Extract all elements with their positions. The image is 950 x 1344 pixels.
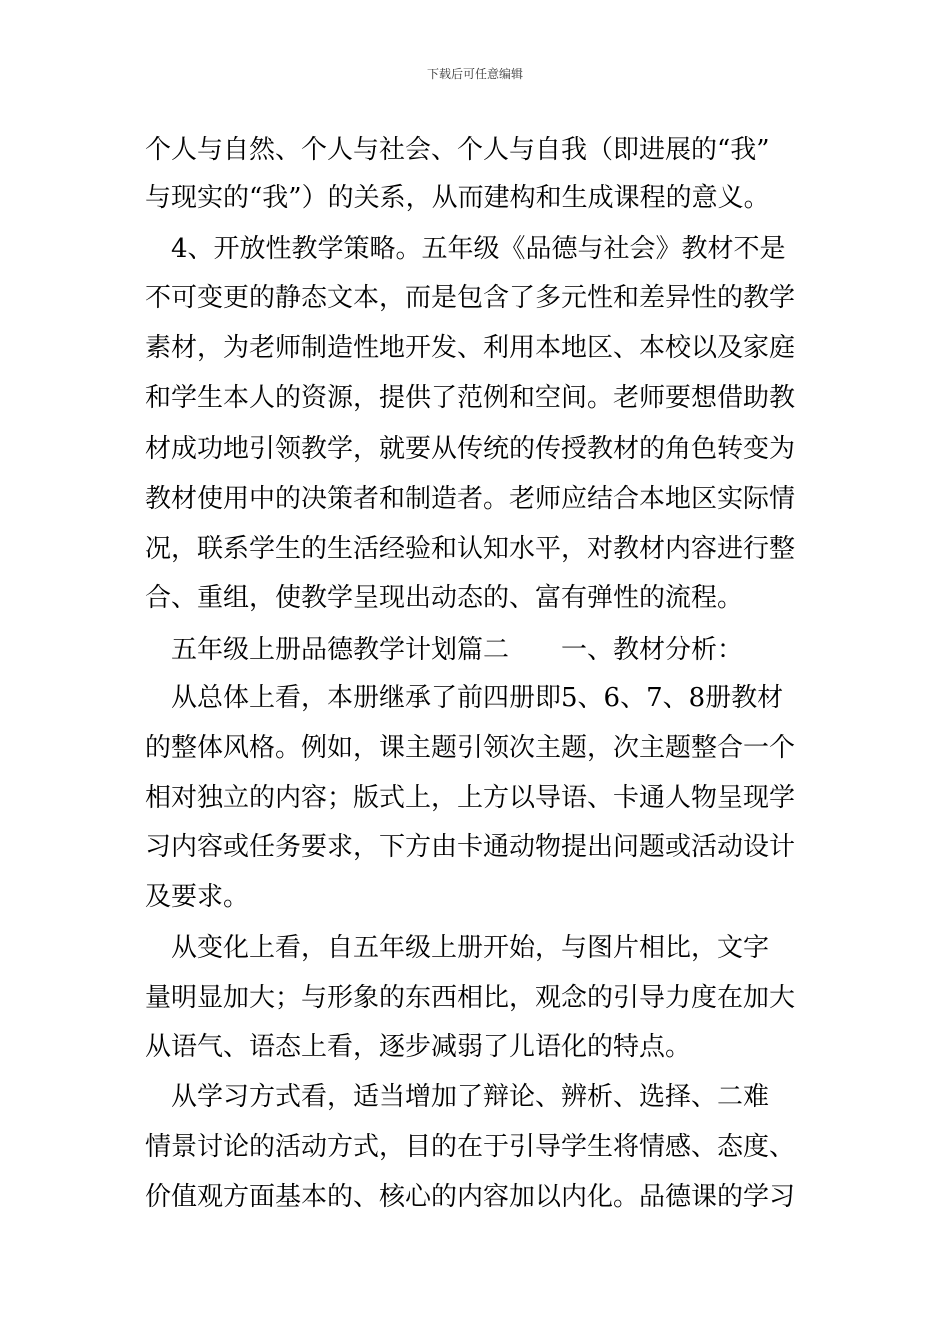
page-header: 下载后可任意编辑 <box>426 67 523 81</box>
paragraph-line: 4、开放性教学策略。五年级《品德与社会》教材不是 <box>145 234 786 264</box>
paragraph-line: 个人与自然、个人与社会、个人与自我（即进展的“我” <box>145 135 770 165</box>
section-heading-line: 五年级上册品德教学计划篇二 一、教材分析： <box>145 635 744 665</box>
paragraph-line: 从学习方式看，适当增加了辩论、辨析、选择、二难 <box>145 1082 770 1112</box>
paragraph-line: 情景讨论的活动方式，目的在于引导学生将情感、态度、 <box>145 1132 796 1162</box>
paragraph-line: 习内容或任务要求，下方由卡通动物提出问题或活动设计 <box>145 832 796 862</box>
paragraph-line: 从变化上看，自五年级上册开始，与图片相比，文字 <box>145 933 770 963</box>
paragraph-line: 价值观方面基本的、核心的内容加以内化。品德课的学习 <box>145 1182 796 1212</box>
paragraph-line: 从总体上看，本册继承了前四册即5、6、7、8册教材 <box>145 683 784 713</box>
paragraph-line: 与现实的“我”）的关系，从而建构和生成课程的意义。 <box>145 183 770 213</box>
paragraph-line: 的整体风格。例如，课主题引领次主题，次主题整合一个 <box>145 733 796 763</box>
paragraph-line: 教材使用中的决策者和制造者。老师应结合本地区实际情 <box>145 484 796 514</box>
paragraph-line: 合、重组，使教学呈现出动态的、富有弹性的流程。 <box>145 583 744 613</box>
paragraph-line: 和学生本人的资源，提供了范例和空间。老师要想借助教 <box>145 383 796 413</box>
paragraph-line: 量明显加大；与形象的东西相比，观念的引导力度在加大 <box>145 983 796 1013</box>
paragraph-line: 相对独立的内容；版式上，上方以导语、卡通人物呈现学 <box>145 783 796 813</box>
paragraph-line: 及要求。 <box>145 882 250 912</box>
paragraph-line: 素材，为老师制造性地开发、利用本地区、本校以及家庭 <box>145 333 796 363</box>
paragraph-line: 不可变更的静态文本，而是包含了多元性和差异性的教学 <box>145 283 796 313</box>
paragraph-line: 从语气、语态上看，逐步减弱了儿语化的特点。 <box>145 1032 692 1062</box>
paragraph-line: 况，联系学生的生活经验和认知水平，对教材内容进行整 <box>145 534 796 564</box>
paragraph-line: 材成功地引领教学，就要从传统的传授教材的角色转变为 <box>145 434 796 464</box>
